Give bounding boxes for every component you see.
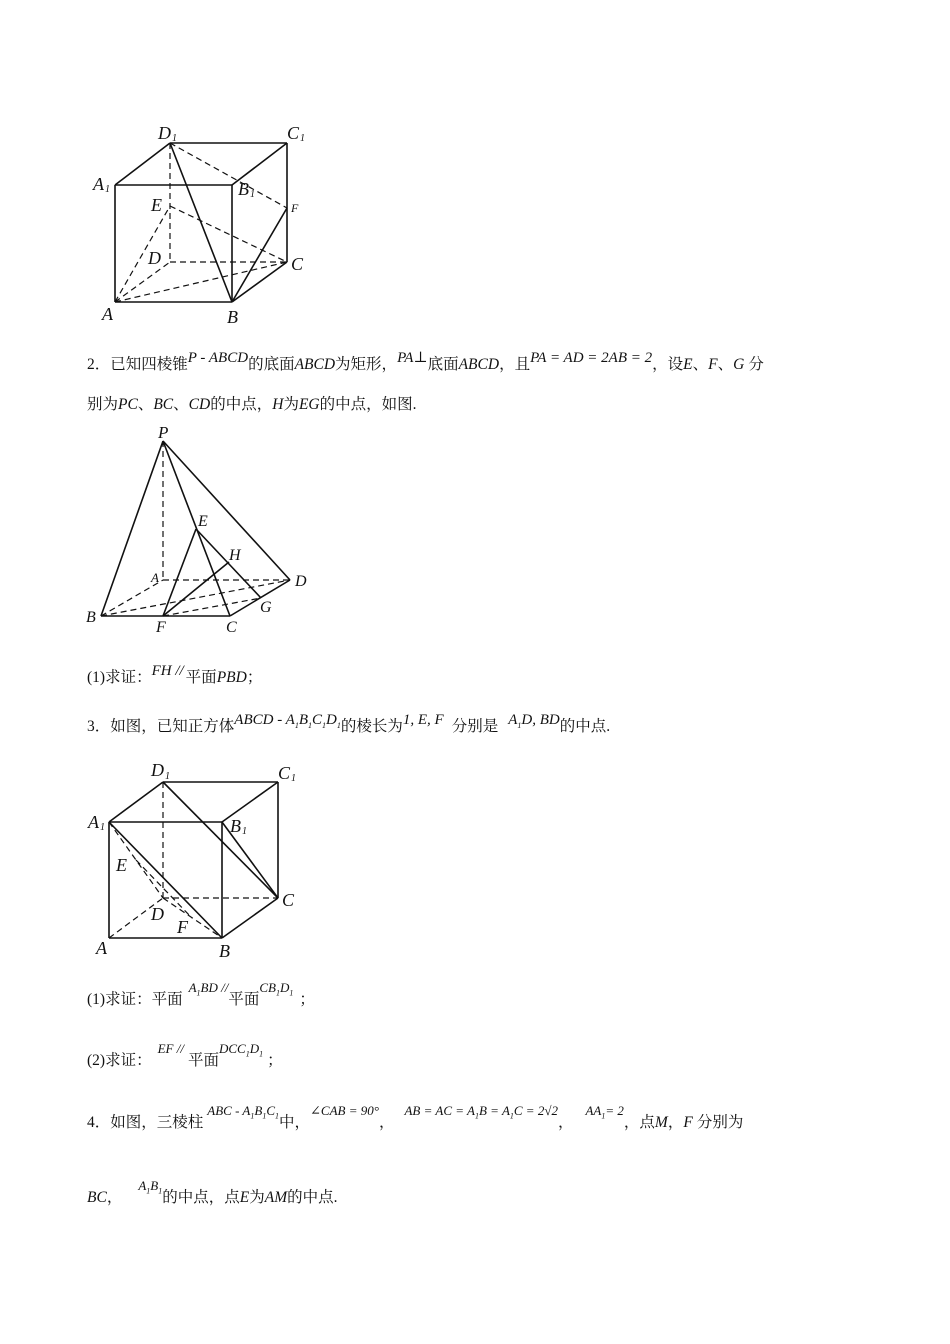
text: 的中点，如图.: [319, 396, 417, 413]
label-D1: D: [158, 123, 171, 143]
math-a1b1: [138, 1176, 162, 1202]
var: E: [683, 356, 693, 373]
text: 分别为: [696, 1114, 744, 1131]
math-part: C: [266, 1103, 275, 1118]
math-part: C = 2√2: [513, 1103, 558, 1118]
text: 、: [717, 356, 734, 373]
perp-symbol: ⊥: [413, 350, 428, 366]
text: 平面: [185, 669, 217, 686]
text: ，: [557, 1114, 574, 1131]
text: (2)求证：: [87, 1052, 152, 1069]
var: F: [708, 356, 718, 373]
subscript: 1: [322, 721, 327, 730]
text: ，点: [623, 1114, 655, 1131]
math-part: D: [279, 980, 290, 995]
label-F: F: [291, 201, 299, 215]
math-part: = 2: [605, 1103, 624, 1118]
var: H: [272, 396, 284, 413]
subscript: 1: [294, 721, 299, 730]
label-C1-sub: 1: [291, 773, 296, 784]
label-A1: A: [93, 174, 104, 194]
math-part: AB = AC = A: [404, 1103, 475, 1118]
text: ；: [299, 991, 315, 1008]
subscript: 1: [474, 1111, 479, 1121]
text: ，: [667, 1114, 684, 1131]
math: PA = AD = 2AB = 2: [530, 350, 653, 366]
math-part: B: [254, 1103, 263, 1118]
text: ，设: [652, 356, 684, 373]
math-part: ABCD - A: [234, 712, 295, 728]
label-F: F: [156, 619, 166, 636]
hidden-ef: [136, 860, 192, 918]
math-inline: ABCD: [458, 356, 500, 373]
problem-number: 3．: [87, 718, 111, 735]
math-part: B: [298, 712, 309, 728]
text: (1)求证：平面: [87, 991, 183, 1008]
label-B: B: [86, 609, 96, 626]
text: 如图，已知正方体: [110, 718, 235, 735]
label-B1-sub: 1: [242, 826, 247, 837]
label-A1-sub: 1: [100, 822, 105, 833]
label-B1: B: [238, 179, 249, 199]
label-D: D: [295, 573, 307, 590]
label-B1-sub: 1: [250, 189, 255, 200]
math-part: CB: [259, 980, 276, 995]
text: 为: [249, 1189, 265, 1206]
subscript: 1: [289, 988, 294, 998]
problem-4-line-1: [87, 1103, 744, 1139]
text: ，且: [499, 356, 531, 373]
label-C1: C: [278, 763, 291, 783]
text: 的中点.: [287, 1189, 338, 1206]
text: 如图，三棱柱: [110, 1114, 204, 1131]
problem-number: 4．: [87, 1114, 111, 1131]
math-part: DCC: [218, 1041, 246, 1056]
text: 的中点，点: [162, 1189, 240, 1206]
math: EF //: [157, 1041, 184, 1056]
subscript: 1: [196, 988, 201, 998]
var: AM: [264, 1189, 288, 1206]
subscript: 1: [250, 1111, 255, 1121]
problem-3-q1: [87, 980, 315, 1016]
text: 别为: [87, 396, 119, 413]
subscript: 1: [275, 1111, 279, 1121]
math-plane-dcc1d1: [219, 1039, 263, 1065]
label-A: A: [96, 938, 107, 958]
label-F: F: [177, 917, 188, 937]
text: 平面: [187, 1052, 219, 1069]
label-G: G: [260, 599, 272, 616]
math-part: BD //: [200, 980, 229, 995]
subscript: 1: [517, 721, 522, 730]
subscript: 1: [259, 1049, 264, 1059]
label-C1-sub: 1: [300, 133, 305, 144]
math: FH //: [151, 663, 184, 679]
label-D1-sub: 1: [172, 133, 177, 144]
text: 已知四棱锥: [110, 356, 188, 373]
problem-number: 2．: [87, 356, 111, 373]
math-plane-a1bd: [189, 978, 229, 1004]
label-B1: B: [230, 816, 241, 836]
math-plane-cb1d1: [259, 978, 293, 1004]
text: 的中点.: [559, 718, 611, 735]
subscript: 1: [509, 1111, 514, 1121]
text: 平面: [228, 991, 260, 1008]
text: ，: [378, 1114, 395, 1131]
text: 分别是: [451, 718, 499, 735]
text: 底面: [427, 356, 459, 373]
math: PA: [397, 350, 414, 366]
var: E: [239, 1189, 250, 1206]
math-part: A: [138, 1178, 147, 1193]
problem-4-line-2: [87, 1178, 338, 1214]
math-part: A: [188, 980, 197, 995]
math-part: B: [150, 1178, 159, 1193]
math: 1, E, F: [402, 712, 444, 728]
text: 、: [137, 396, 154, 413]
label-D: D: [148, 248, 161, 268]
subscript: 1: [158, 1186, 163, 1196]
math-part: B = A: [478, 1103, 510, 1118]
seg-d1c: [163, 782, 278, 898]
math-inline: ABCD: [294, 356, 336, 373]
math-part: D, BD: [521, 712, 560, 728]
math-aa1: [585, 1101, 623, 1127]
label-E: E: [116, 855, 127, 875]
hidden-db: [163, 898, 222, 938]
label-C: C: [282, 890, 295, 910]
var: PC: [118, 396, 138, 413]
label-C: C: [226, 619, 237, 636]
text: 、: [173, 396, 189, 413]
label-H: H: [229, 547, 241, 564]
var: BC: [87, 1189, 107, 1206]
text: ，: [106, 1189, 123, 1206]
label-A1-sub: 1: [105, 184, 110, 195]
subscript: 1: [146, 1186, 151, 1196]
math: ∠CAB = 90°: [310, 1103, 379, 1118]
label-D: D: [151, 904, 164, 924]
text: 的底面: [248, 356, 295, 373]
subscript: 1: [336, 721, 341, 730]
var: BC: [153, 396, 174, 413]
label-B: B: [219, 941, 230, 961]
label-D1-sub: 1: [165, 771, 170, 782]
text: 、: [692, 356, 709, 373]
var: F: [683, 1114, 693, 1131]
text: 的棱长为: [340, 718, 403, 735]
text: 中，: [279, 1114, 311, 1131]
problem-3-q2: [87, 1041, 283, 1077]
math: P - ABCD: [187, 350, 249, 366]
math-part: D: [326, 712, 337, 728]
label-A: A: [151, 570, 159, 585]
edge-bc: [222, 898, 278, 938]
subscript: 1: [245, 1049, 250, 1059]
label-P: P: [158, 423, 169, 442]
math-prism-name: [207, 1101, 279, 1127]
math-part: C: [312, 712, 323, 728]
text: 的中点，: [210, 396, 273, 413]
label-E: E: [151, 195, 162, 215]
var: G: [733, 356, 745, 373]
label-C1: C: [287, 123, 300, 143]
text: ；: [267, 1052, 283, 1069]
text: 为矩形，: [335, 356, 398, 373]
math-part: ABC - A: [207, 1103, 251, 1118]
label-D1: D: [151, 760, 164, 780]
subscript: 1: [275, 988, 280, 998]
subscript: 1: [601, 1111, 606, 1121]
var: PBD: [216, 669, 247, 686]
subscript: 1: [308, 721, 313, 730]
text: ；: [246, 669, 263, 686]
var: CD: [188, 396, 211, 413]
label-A: A: [102, 304, 113, 324]
var: EG: [298, 396, 320, 413]
text: 为: [283, 396, 299, 413]
text: 分: [748, 356, 764, 373]
math-part: A: [508, 712, 518, 728]
edge-a1d1: [109, 782, 163, 822]
math-part: D: [249, 1041, 260, 1056]
math-equal-sides: [404, 1101, 558, 1127]
var: M: [654, 1114, 668, 1131]
seg-a1b: [109, 822, 222, 938]
label-C: C: [291, 254, 304, 274]
label-E: E: [198, 513, 208, 530]
label-B: B: [227, 307, 238, 327]
label-A1: A: [88, 812, 99, 832]
math-part: AA: [585, 1103, 602, 1118]
text: (1)求证：: [87, 669, 152, 686]
subscript: 1: [262, 1111, 267, 1121]
